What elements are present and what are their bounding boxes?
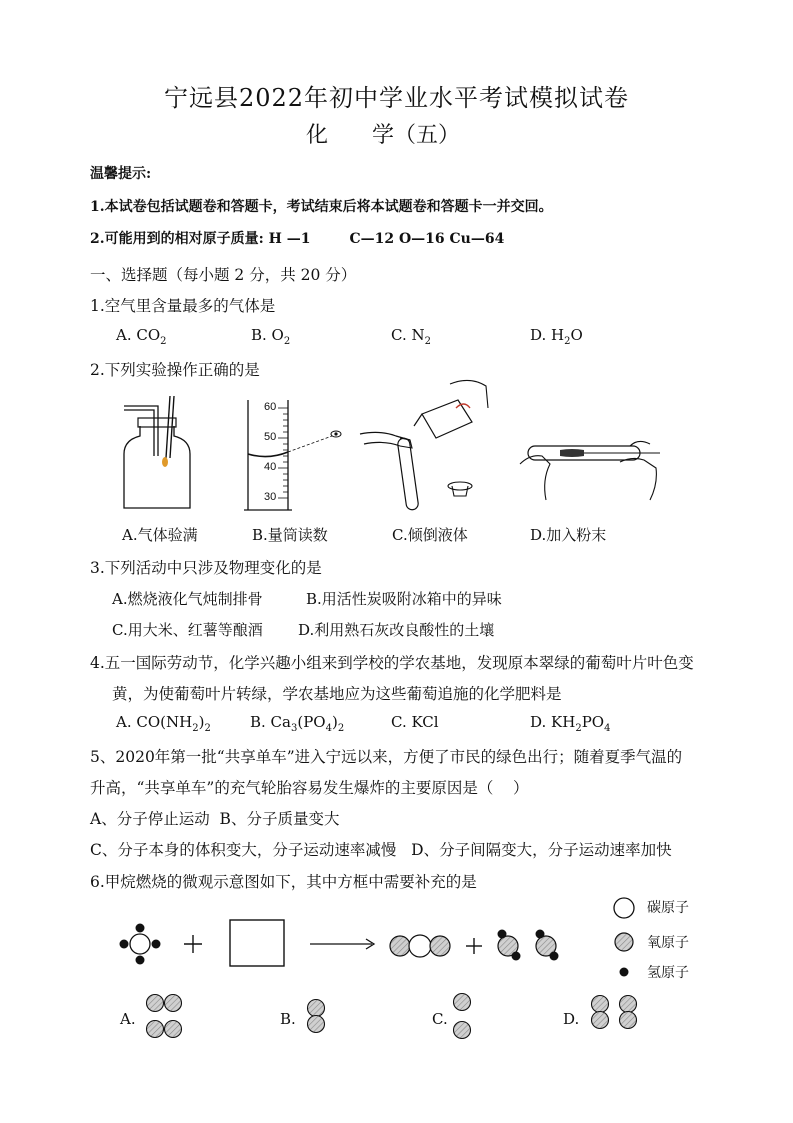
q1-option-c: C. $N_2$ [391, 326, 431, 347]
q6-option-b: B. [280, 1010, 296, 1028]
q2-stem: 2.下列实验操作正确的是 [90, 361, 260, 379]
q3-option-c: C.用大米、红薯等酿酒 [112, 621, 263, 639]
tick-50: 50 [264, 431, 277, 443]
water-molecule-2 [536, 930, 559, 961]
co2-molecule [390, 935, 450, 957]
q6-option-c: C. [432, 1010, 448, 1028]
q4-stem-line-2: 黄，为使葡萄叶片转绿，学农基地应为这些葡萄追施的化学肥料是 [112, 685, 562, 703]
option-b-molecule [308, 1000, 325, 1033]
reaction-diagram [110, 890, 730, 1050]
q5-stem-line-1: 5、2020年第一批“共享单车”进入宁远以来，方便了市民的绿色出行；随着夏季气温的 [90, 748, 683, 766]
tips-heading: 温馨提示: [90, 166, 152, 182]
q1-option-a: A. $CO_2$ [116, 326, 167, 347]
legend-oxygen-symbol [615, 933, 633, 951]
q4-option-a: A. $CO(NH_2)_2$ [116, 713, 211, 734]
q3-option-b: B.用活性炭吸附冰箱中的异味 [306, 590, 502, 608]
measuring-cylinder-figure [240, 398, 360, 514]
q5-options-ab: A、分子停止运动 B、分子质量变大 [90, 810, 340, 828]
subject-part-b: 学（五） [372, 123, 461, 148]
subject-part-a: 化 [306, 123, 329, 148]
q2-option-c: C.倾倒液体 [392, 526, 468, 544]
q4-option-b: B. $Ca_3(PO_4)_2$ [250, 713, 345, 734]
legend-oxygen-label: 氧原子 [647, 935, 689, 951]
option-d-molecules [592, 996, 637, 1029]
q3-option-a: A.燃烧液化气炖制排骨 [112, 590, 263, 608]
exam-subject [306, 118, 460, 149]
q2-option-d: D.加入粉末 [530, 526, 607, 544]
q1-option-d: D. $H_2O$ [530, 326, 583, 347]
q3-option-d: D.利用熟石灰改良酸性的土壤 [298, 621, 495, 639]
q5-options-cd: C、分子本身的体积变大，分子运动速率减慢 D、分子间隔变大，分子运动速率加快 [90, 841, 672, 859]
exam-title: 宁远县2022年初中学业水平考试模拟试卷 [163, 84, 630, 112]
q4-option-d: D. $KH_2PO_4$ [530, 713, 611, 734]
adding-powder-figure [520, 434, 670, 504]
q4-stem-line-1: 4.五一国际劳动节，化学兴趣小组来到学校的学农基地，发现原本翠绿的葡萄叶片叶色变 [90, 654, 694, 672]
q6-option-a: A. [120, 1010, 136, 1028]
q1-option-b: B. $O_2$ [251, 326, 291, 347]
tick-30: 30 [264, 491, 277, 503]
methane-molecule [120, 924, 161, 965]
q2-option-a: A.气体验满 [122, 526, 198, 544]
legend-carbon-symbol [614, 898, 634, 918]
q6-stem: 6.甲烷燃烧的微观示意图如下，其中方框中需要补充的是 [90, 873, 477, 891]
tick-40: 40 [264, 461, 277, 473]
legend-carbon-label: 碳原子 [647, 900, 689, 916]
gas-bottle-figure [110, 396, 200, 516]
legend-hydrogen-label: 氢原子 [647, 965, 689, 981]
q4-option-c: C. KCl [391, 713, 439, 731]
q1-stem: 1.空气里含量最多的气体是 [90, 297, 276, 315]
q6-option-d: D. [563, 1010, 580, 1028]
q3-stem: 3.下列活动中只涉及物理变化的是 [90, 559, 322, 577]
q5-stem-line-2: 升高，“共享单车”的充气轮胎容易发生爆炸的主要原因是（ ） [90, 779, 529, 797]
water-molecule-1 [498, 930, 521, 961]
blank-box [230, 920, 284, 966]
option-c-molecules [454, 994, 471, 1039]
tick-60: 60 [264, 401, 277, 413]
legend-hydrogen-symbol [620, 968, 629, 977]
pouring-liquid-figure [360, 378, 500, 518]
option-a-molecules [147, 995, 182, 1038]
section-heading: 一、选择题（每小题 2 分，共 20 分） [90, 266, 357, 284]
q2-option-b: B.量筒读数 [252, 526, 328, 544]
tips-line-1: 1.本试卷包括试题卷和答题卡，考试结束后将本试题卷和答题卡一并交回。 [90, 199, 553, 215]
tips-line-2: 2.可能用到的相对原子质量: H —1 C—12 O—16 Cu—64 [90, 231, 505, 247]
